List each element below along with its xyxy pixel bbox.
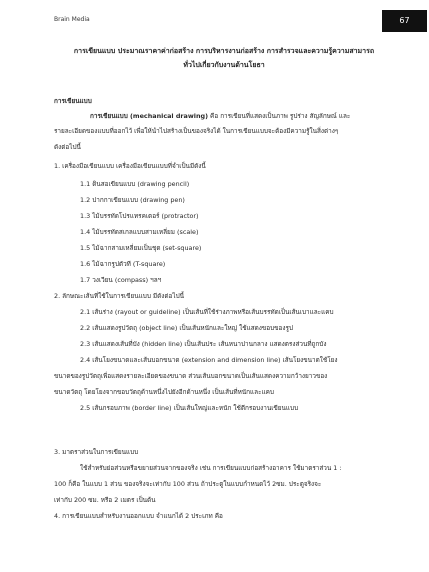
item-3-line-2: 100 ก็คือ ในแบบ 1 ส่วน ของจริงจะเท่ากับ 100 ส่วน ถ้าประตูในแบบกำหนดไว้ 2ซม. ประตูจริงจะ xyxy=(54,480,322,488)
intro-line-2: รายละเอียดของแบบที่ออกไว้ เพื่อให้นำไปสร้างเป็นของจริงได้ ในการเขียนแบบจะต้องมีความรู้ในสิ่งต่างๆ xyxy=(54,127,339,135)
item-3-line-3: เท่ากับ 200 ซม. หรือ 2 เมตร เป็นต้น xyxy=(54,496,156,504)
item-3-line-1: ใช้สำหรับย่อส่วนหรือขยายส่วนจากของจริง เช่น การเขียนแบบก่อสร้างอาคาร ใช้มาตราส่วน 1 : xyxy=(80,464,342,472)
tool-item: 1.7 วงเวียน (compass) ฯลฯ xyxy=(80,276,162,284)
line-type-item: 2.4 เส้นโยงขนาดและเส้นบอกขนาด (extension and dimension line) เส้นโยงขนาดใช้โยง xyxy=(80,356,338,364)
tool-item: 1.6 ไม้ฉากรูปตัวที (T-square) xyxy=(80,260,166,268)
line-type-item: 2.5 เส้นกรอบภาพ (border line) เป็นเส้นใหญ่และหนัก ใช้ตีกรอบงานเขียนแบบ xyxy=(80,404,299,412)
page-number: 67 xyxy=(382,10,427,32)
tool-item: 1.2 ปากกาเขียนแบบ (drawing pen) xyxy=(80,196,185,204)
line-type-item-continued: ขนาดวัตถุ โดยโยงจากขอบวัตถุด้านหนึ่งไปยังอีกด้านหนึ่ง เป็นเส้นที่หนักและแคบ xyxy=(54,388,274,396)
tool-item: 1.5 ไม้ฉากสามเหลี่ยมเป็นชุด (set-square) xyxy=(80,244,202,252)
page-title-line-2: ทั่วไปเกี่ยวกับงานด้านโยธา xyxy=(183,61,265,69)
line-type-item-continued: ขนาดของรูปวัตถุเพื่อแสดงรายละเอียดของขนาด ส่วนเส้นบอกขนาดเป็นเส้นแสดงความกว้างยาวของ xyxy=(54,372,328,380)
item-2-heading: 2. ลักษณะเส้นที่ใช้ในการเขียนแบบ มีดังต่อไปนี้ xyxy=(54,292,185,300)
item-1-heading: 1. เครื่องมือเขียนแบบ เครื่องมือเขียนแบบที่จำเป็นมีดังนี้ xyxy=(54,162,206,170)
item-3-heading: 3. มาตราส่วนในการเขียนแบบ xyxy=(54,448,139,456)
tool-item: 1.3 ไม้บรรทัดโปรแทรคเตอร์ (protractor) xyxy=(80,212,199,220)
intro-line-1-rest: คือ การเขียนที่แสดงเป็นภาพ รูปร่าง สัญลักษณ์ และ xyxy=(208,112,351,120)
intro-line-1 xyxy=(90,112,350,121)
line-type-item: 2.1 เส้นร่าง (rayout or guideline) เป็นเส้นที่ใช้ร่างภาพหรือเส้นบรรทัดเป็นเส้นเบาและแคบ xyxy=(80,308,334,316)
tool-item: 1.4 ไม้บรรทัดสเกลแบบสามเหลี่ยม (scale) xyxy=(80,228,199,236)
intro-line-3: ดังต่อไปนี้ xyxy=(54,143,81,151)
line-type-item: 2.2 เส้นแสดงรูปวัตถุ (object line) เป็นเส้นหนักและใหญ่ ใช้แสดงขอบของรูป xyxy=(80,324,293,332)
line-type-item: 2.3 เส้นแสดงเส้นที่บัง (hidden line) เป็นเส้นประ เส้นหนาปานกลาง แสดงตรงส่วนที่ถูกบัง xyxy=(80,340,327,348)
tool-item: 1.1 ดินสอเขียนแบบ (drawing pencil) xyxy=(80,180,190,188)
page-title-line-1: การเขียนแบบ ประมาณราคาค่าก่อสร้าง การบริหารงานก่อสร้าง การสำรวจและความรู้ความสามารถ xyxy=(73,47,375,55)
item-4-heading: 4. การเขียนแบบสำหรับงานออกแบบ จำแนกได้ 2 ประเภท คือ xyxy=(54,512,223,520)
brand-name: Brain Media xyxy=(54,16,90,23)
intro-term: การเขียนแบบ (mechanical drawing) xyxy=(90,112,209,120)
section-heading: การเขียนแบบ xyxy=(54,97,92,105)
